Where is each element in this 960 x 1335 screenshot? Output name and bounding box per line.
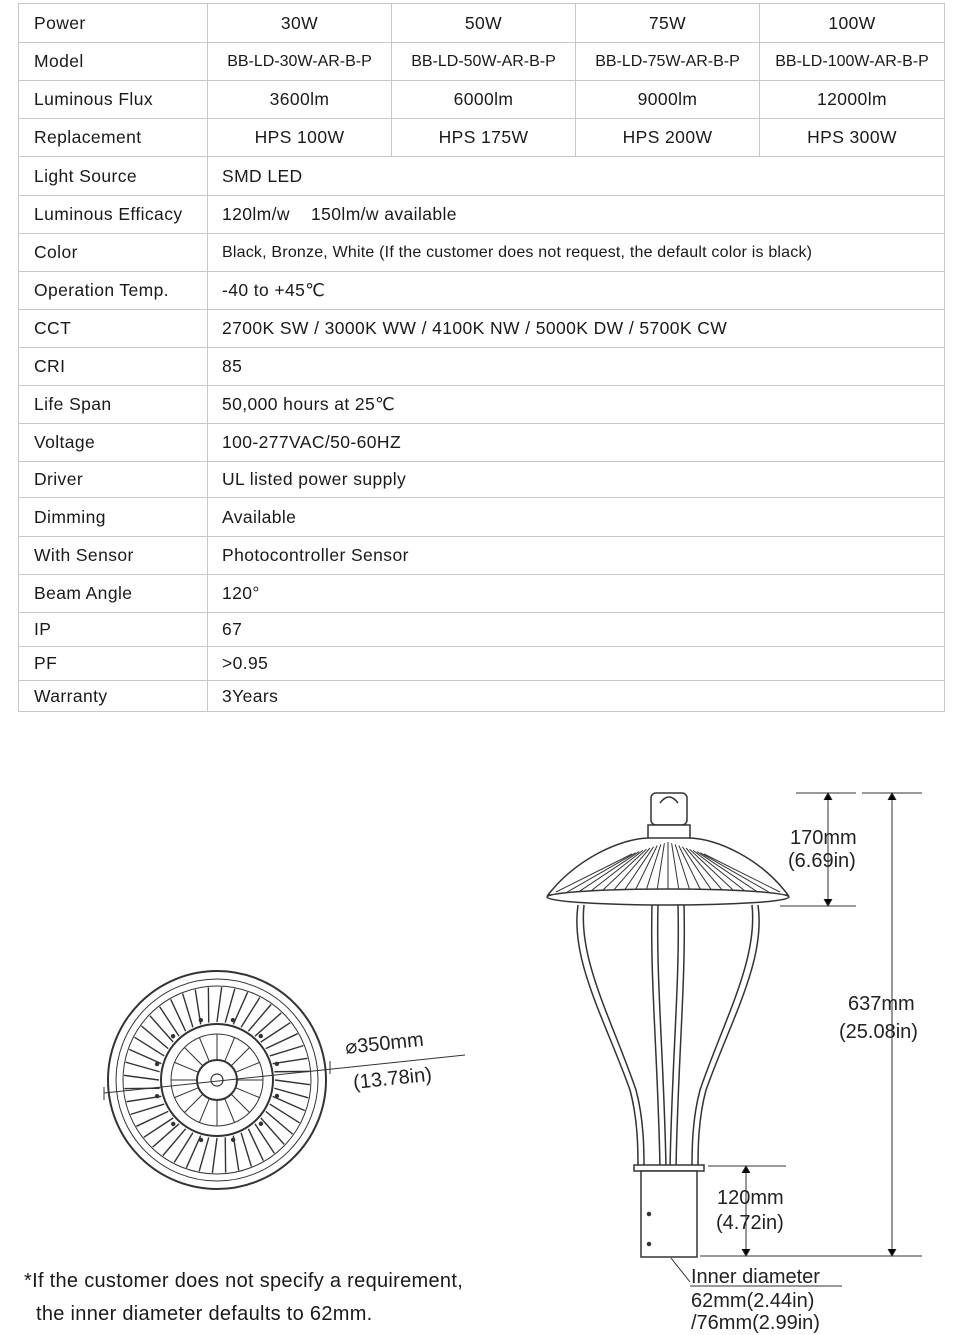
- screw-dot: [231, 1018, 235, 1022]
- color-value: Black, Bronze, White (If the customer does not request, the default color is black): [208, 234, 945, 272]
- spoke-line: [225, 1038, 235, 1062]
- driver-label: Driver: [19, 462, 208, 498]
- spoke-line: [231, 1047, 249, 1065]
- flux-100w: 12000lm: [760, 81, 945, 119]
- model-50w: BB-LD-50W-AR-B-P: [392, 43, 576, 81]
- spoke-line: [184, 1094, 202, 1112]
- screw-dot: [155, 1094, 159, 1098]
- screw-dot: [259, 1122, 263, 1126]
- sensor-value: Photocontroller Sensor: [208, 537, 945, 575]
- power-100w: 100W: [760, 4, 945, 43]
- ip-value: 67: [208, 613, 945, 647]
- top-height-mm-label: 170mm: [790, 826, 857, 850]
- model-label: Model: [19, 43, 208, 81]
- screw-dot: [155, 1062, 159, 1066]
- fixture-top-view: [108, 971, 326, 1189]
- spoke-line: [175, 1088, 199, 1098]
- beam-angle-value: 120°: [208, 575, 945, 613]
- pf-value: >0.95: [208, 647, 945, 681]
- model-100w: BB-LD-100W-AR-B-P: [760, 43, 945, 81]
- diameter-mm-label: ⌀350mm: [344, 1028, 425, 1060]
- spoke-line: [175, 1062, 199, 1072]
- top-height-in-label: (6.69in): [788, 849, 856, 873]
- replacement-label: Replacement: [19, 119, 208, 157]
- model-75w: BB-LD-75W-AR-B-P: [576, 43, 760, 81]
- operation-temp-label: Operation Temp.: [19, 272, 208, 310]
- power-50w: 50W: [392, 4, 576, 43]
- warranty-label: Warranty: [19, 681, 208, 712]
- fin-line: [261, 1118, 284, 1144]
- power-30w: 30W: [208, 4, 392, 43]
- replacement-50w: HPS 175W: [392, 119, 576, 157]
- spoke-line: [231, 1094, 249, 1112]
- fin-line: [163, 1129, 186, 1156]
- spoke-line: [225, 1098, 235, 1122]
- spoke-line: [199, 1098, 209, 1122]
- inner-diameter-76-label: /76mm(2.99in): [691, 1311, 820, 1335]
- fin-line: [255, 1013, 281, 1036]
- fitter-height-in-label: (4.72in): [716, 1211, 784, 1235]
- screw-dot: [199, 1018, 203, 1022]
- screw-dot: [231, 1138, 235, 1142]
- color-label: Color: [19, 234, 208, 272]
- screw-dot: [275, 1062, 279, 1066]
- inner-diameter-label: Inner diameter: [691, 1265, 820, 1289]
- flux-label: Luminous Flux: [19, 81, 208, 119]
- fin-line: [270, 1046, 304, 1056]
- screw-dot: [199, 1138, 203, 1142]
- flux-75w: 9000lm: [576, 81, 760, 119]
- voltage-label: Voltage: [19, 424, 208, 462]
- pf-label: PF: [19, 647, 208, 681]
- power-75w: 75W: [576, 4, 760, 43]
- fin-line: [217, 987, 222, 1022]
- dimming-label: Dimming: [19, 498, 208, 537]
- fitter-height-mm-label: 120mm: [717, 1186, 784, 1210]
- driver-value: UL listed power supply: [208, 462, 945, 498]
- fin-line: [266, 1111, 293, 1134]
- fin-line: [150, 1016, 173, 1042]
- spoke-line: [235, 1062, 259, 1072]
- replacement-75w: HPS 200W: [576, 119, 760, 157]
- warranty-value: 3Years: [208, 681, 945, 712]
- footnote-line-2: the inner diameter defaults to 62mm.: [36, 1297, 373, 1331]
- fin-line: [183, 994, 193, 1028]
- screw-dot: [171, 1122, 175, 1126]
- efficacy-value: 120lm/w 150lm/w available: [208, 196, 945, 234]
- life-span-label: Life Span: [19, 386, 208, 424]
- cct-label: CCT: [19, 310, 208, 348]
- replacement-100w: HPS 300W: [760, 119, 945, 157]
- life-span-value: 50,000 hours at 25℃: [208, 386, 945, 424]
- fin-line: [141, 1026, 168, 1049]
- cct-value: 2700K SW / 3000K WW / 4100K NW / 5000K DW / 5700K CW: [208, 310, 945, 348]
- ip-label: IP: [19, 613, 208, 647]
- replacement-30w: HPS 100W: [208, 119, 392, 157]
- sensor-label: With Sensor: [19, 537, 208, 575]
- spoke-line: [235, 1088, 259, 1098]
- screw-dot: [259, 1034, 263, 1038]
- spoke-line: [184, 1047, 202, 1065]
- cri-value: 85: [208, 348, 945, 386]
- fin-line: [153, 1124, 179, 1147]
- screw-dot: [171, 1034, 175, 1038]
- dimming-value: Available: [208, 498, 945, 537]
- fin-line: [225, 989, 235, 1023]
- voltage-value: 100-277VAC/50-60HZ: [208, 424, 945, 462]
- screw-dot: [275, 1094, 279, 1098]
- operation-temp-value: -40 to +45℃: [208, 272, 945, 310]
- fin-line: [274, 1088, 308, 1098]
- diameter-in-label: (13.78in): [352, 1063, 433, 1095]
- fin-line: [212, 1138, 217, 1173]
- fin-line: [199, 1137, 209, 1171]
- light-source-value: SMD LED: [208, 157, 945, 196]
- model-30w: BB-LD-30W-AR-B-P: [208, 43, 392, 81]
- fin-line: [275, 1080, 310, 1085]
- cri-label: CRI: [19, 348, 208, 386]
- inner-diameter-62-label: 62mm(2.44in): [691, 1289, 814, 1313]
- fin-line: [131, 1104, 165, 1114]
- flux-30w: 3600lm: [208, 81, 392, 119]
- fin-line: [248, 1004, 271, 1031]
- power-label: Power: [19, 4, 208, 43]
- spoke-line: [199, 1038, 209, 1062]
- light-source-label: Light Source: [19, 157, 208, 196]
- efficacy-label: Luminous Efficacy: [19, 196, 208, 234]
- fin-line: [126, 1062, 160, 1072]
- beam-angle-label: Beam Angle: [19, 575, 208, 613]
- total-height-in-label: (25.08in): [839, 1020, 918, 1044]
- flux-50w: 6000lm: [392, 81, 576, 119]
- fin-line: [124, 1075, 159, 1080]
- total-height-mm-label: 637mm: [848, 992, 915, 1016]
- fin-line: [241, 1133, 251, 1167]
- footnote-line-1: *If the customer does not specify a requirement,: [24, 1264, 463, 1298]
